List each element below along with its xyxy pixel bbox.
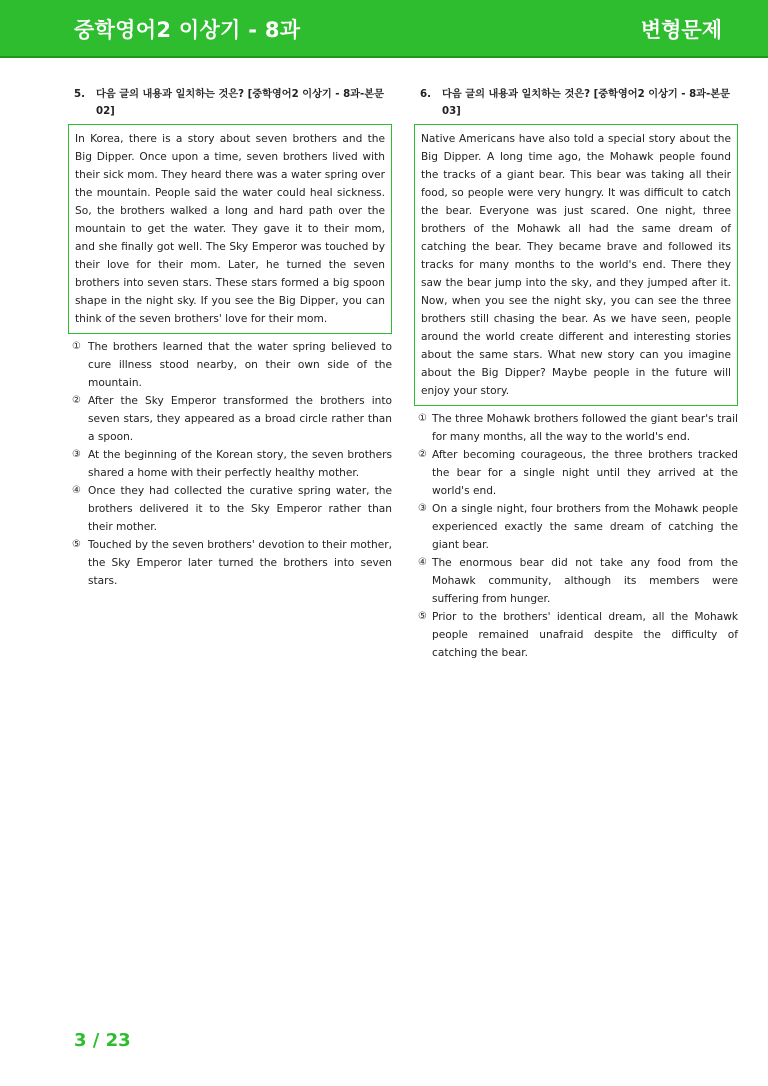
answer-option[interactable] [414, 446, 738, 500]
section-label: 변형문제 [640, 18, 722, 42]
answer-options [414, 410, 738, 662]
option-marker: ① [72, 341, 81, 352]
page-header [0, 0, 768, 58]
option-marker: ⑤ [72, 539, 81, 550]
option-marker: ① [418, 413, 427, 424]
answer-option[interactable] [414, 608, 738, 662]
passage-box: Native Americans have also told a special story about the Big Dipper. A long time ago, the Mohawk people found the tracks of a giant bear. This bear was taking all their food, so people were very hungry. It was difficult to catch the bear. Everyone was just scared. One night, three brothers of the Mohawk all had the same dream of catching the bear. They became brave and followed its tracks for many months to the world's end. There they saw the bear jump into the sky, and they jumped after it. Now, when you see the night sky, you can see the three brothers still chasing the bear. As we have seen, people around the world create different and interesting stories about the same stars. What new story can you imagine about the Big Dipper? Maybe people in the future will enjoy your story. [414, 124, 738, 406]
question-prompt [414, 86, 738, 120]
option-text: After the Sky Emperor transformed the brothers into seven stars, they appeared as a broad circle rather than a spoon. [88, 395, 392, 443]
option-marker: ④ [418, 557, 427, 568]
question-text: 다음 글의 내용과 일치하는 것은? [중학영어2 이상기 - 8과-본문 03] [442, 89, 730, 117]
question-6 [414, 86, 738, 662]
option-marker: ② [418, 449, 427, 460]
answer-option[interactable] [414, 500, 738, 554]
page-title: 중학영어2 이상기 - 8과 [74, 18, 301, 42]
answer-option[interactable] [68, 338, 392, 392]
option-marker: ③ [418, 503, 427, 514]
option-text: Prior to the brothers' identical dream, all the Mohawk people remained unafraid despite the difficulty of catching the bear. [432, 611, 738, 659]
option-marker: ② [72, 395, 81, 406]
option-marker: ③ [72, 449, 81, 460]
answer-option[interactable] [68, 482, 392, 536]
question-text: 다음 글의 내용과 일치하는 것은? [중학영어2 이상기 - 8과-본문 02] [96, 89, 384, 117]
option-text: At the beginning of the Korean story, the seven brothers shared a home with their perfectly healthy mother. [88, 449, 392, 479]
answer-option[interactable] [414, 410, 738, 446]
answer-option[interactable] [68, 446, 392, 482]
question-prompt [68, 86, 392, 120]
option-marker: ④ [72, 485, 81, 496]
option-text: After becoming courageous, the three brothers tracked the bear for a single night until they arrived at the world's end. [432, 449, 738, 497]
option-text: Once they had collected the curative spring water, the brothers delivered it to the Sky Emperor rather than their mother. [88, 485, 392, 533]
answer-option[interactable] [68, 392, 392, 446]
option-text: The brothers learned that the water spring believed to cure illness stood nearby, on their own side of the mountain. [88, 341, 392, 389]
option-marker: ⑤ [418, 611, 427, 622]
option-text: On a single night, four brothers from the Mohawk people experienced exactly the same dream of catching the giant bear. [432, 503, 738, 551]
question-5 [68, 86, 392, 590]
passage-box: In Korea, there is a story about seven brothers and the Big Dipper. Once upon a time, seven brothers lived with their sick mom. They heard there was a water spring over the mountain. People said the water could heal sickness. So, the brothers walked a long and hard path over the mountain to get the water. They gave it to their mom, and she finally got well. The Sky Emperor was touched by their love for their mom. Later, he turned the seven brothers into seven stars. These stars formed a big spoon shape in the night sky. If you see the Big Dipper, you can think of the seven brothers' love for their mom. [68, 124, 392, 334]
answer-option[interactable] [68, 536, 392, 590]
answer-option[interactable] [414, 554, 738, 608]
option-text: Touched by the seven brothers' devotion to their mother, the Sky Emperor later turned the brothers into seven stars. [88, 539, 392, 587]
option-text: The three Mohawk brothers followed the giant bear's trail for many months, all the way to the world's end. [432, 413, 738, 443]
answer-options [68, 338, 392, 590]
question-number: 6. [420, 89, 431, 100]
option-text: The enormous bear did not take any food from the Mohawk community, although its members were suffering from hunger. [432, 557, 738, 605]
page-number: 3 / 23 [74, 1030, 131, 1051]
question-number: 5. [74, 89, 85, 100]
